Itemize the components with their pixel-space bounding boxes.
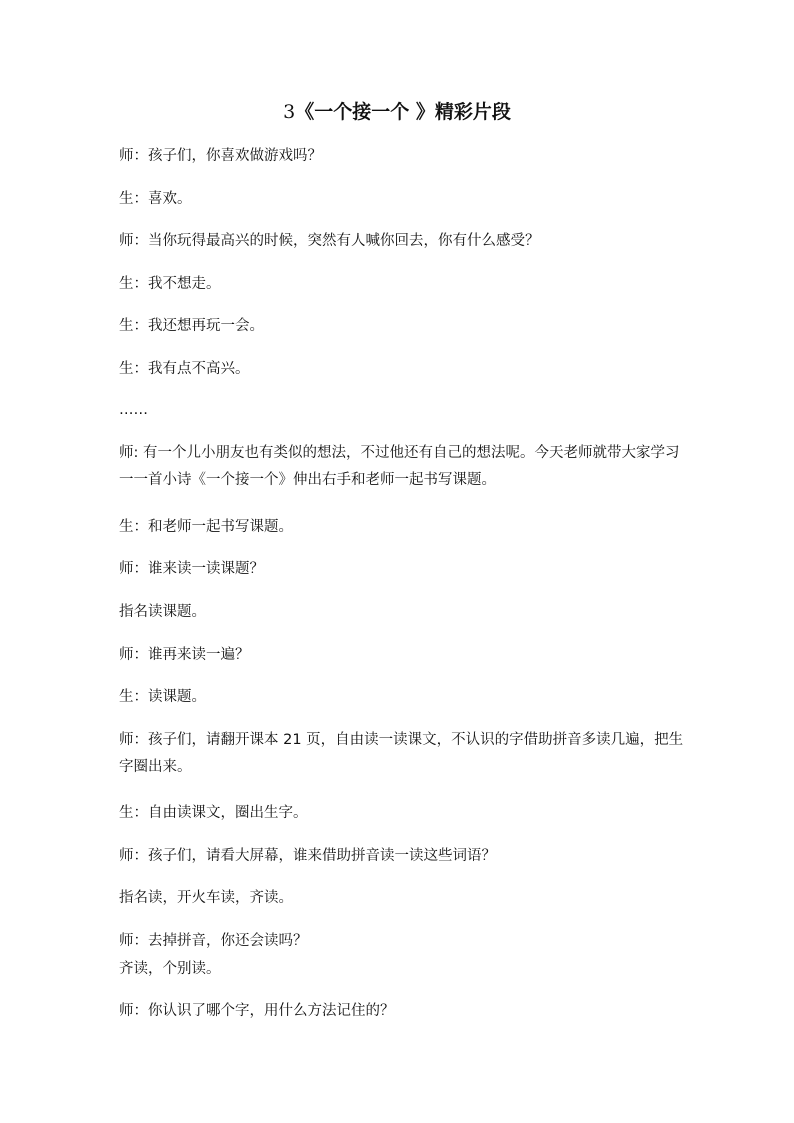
dialogue-line: 师：孩子们，你喜欢做游戏吗？ bbox=[119, 148, 322, 164]
title-text: 《一个接一个 》精彩片段 bbox=[295, 101, 511, 123]
title-number: 3 bbox=[283, 101, 296, 123]
dialogue-line: 生：喜欢。 bbox=[119, 191, 192, 207]
dialogue-line: 师: 有一个儿小朋友也有类似的想法，不过他还有自己的想法呢。今天老师就带大家学习一一首小诗《一个接一个》伸出右手和老师一起书写课题。 bbox=[119, 445, 680, 488]
dialogue-line: 生：自由读课文，圈出生字。 bbox=[119, 805, 308, 821]
dialogue-line: 指名读，开火车读，齐读。 bbox=[119, 890, 293, 906]
dialogue-line: 师：去掉拼音，你还会读吗？ bbox=[119, 933, 308, 949]
document-title bbox=[0, 98, 794, 126]
dialogue-line: 齐读，个别读。 bbox=[119, 961, 221, 977]
dialogue-line: 师：你认识了哪个字，用什么方法记住的？ bbox=[119, 1003, 395, 1019]
dialogue-line: 师：谁再来读一遍？ bbox=[119, 647, 250, 663]
dialogue-line: 生：我不想走。 bbox=[119, 276, 221, 292]
dialogue-line: 师：谁来读一读课题？ bbox=[119, 561, 264, 577]
dialogue-line: 生：我还想再玩一会。 bbox=[119, 318, 264, 334]
ellipsis-line: …… bbox=[119, 402, 148, 418]
dialogue-line: 生：我有点不高兴。 bbox=[119, 361, 250, 377]
dialogue-line: 师：孩子们，请翻开课本 21 页，自由读一读课文，不认识的字借助拼音多读几遍，把生字圈出来。 bbox=[119, 732, 684, 775]
dialogue-line: 生：读课题。 bbox=[119, 689, 206, 705]
dialogue-line: 师：当你玩得最高兴的时候，突然有人喊你回去，你有什么感受？ bbox=[119, 233, 540, 249]
dialogue-line: 指名读课题。 bbox=[119, 604, 206, 620]
dialogue-line: 生：和老师一起书写课题。 bbox=[119, 519, 293, 535]
dialogue-line: 师：孩子们，请看大屏幕，谁来借助拼音读一读这些词语？ bbox=[119, 848, 496, 864]
